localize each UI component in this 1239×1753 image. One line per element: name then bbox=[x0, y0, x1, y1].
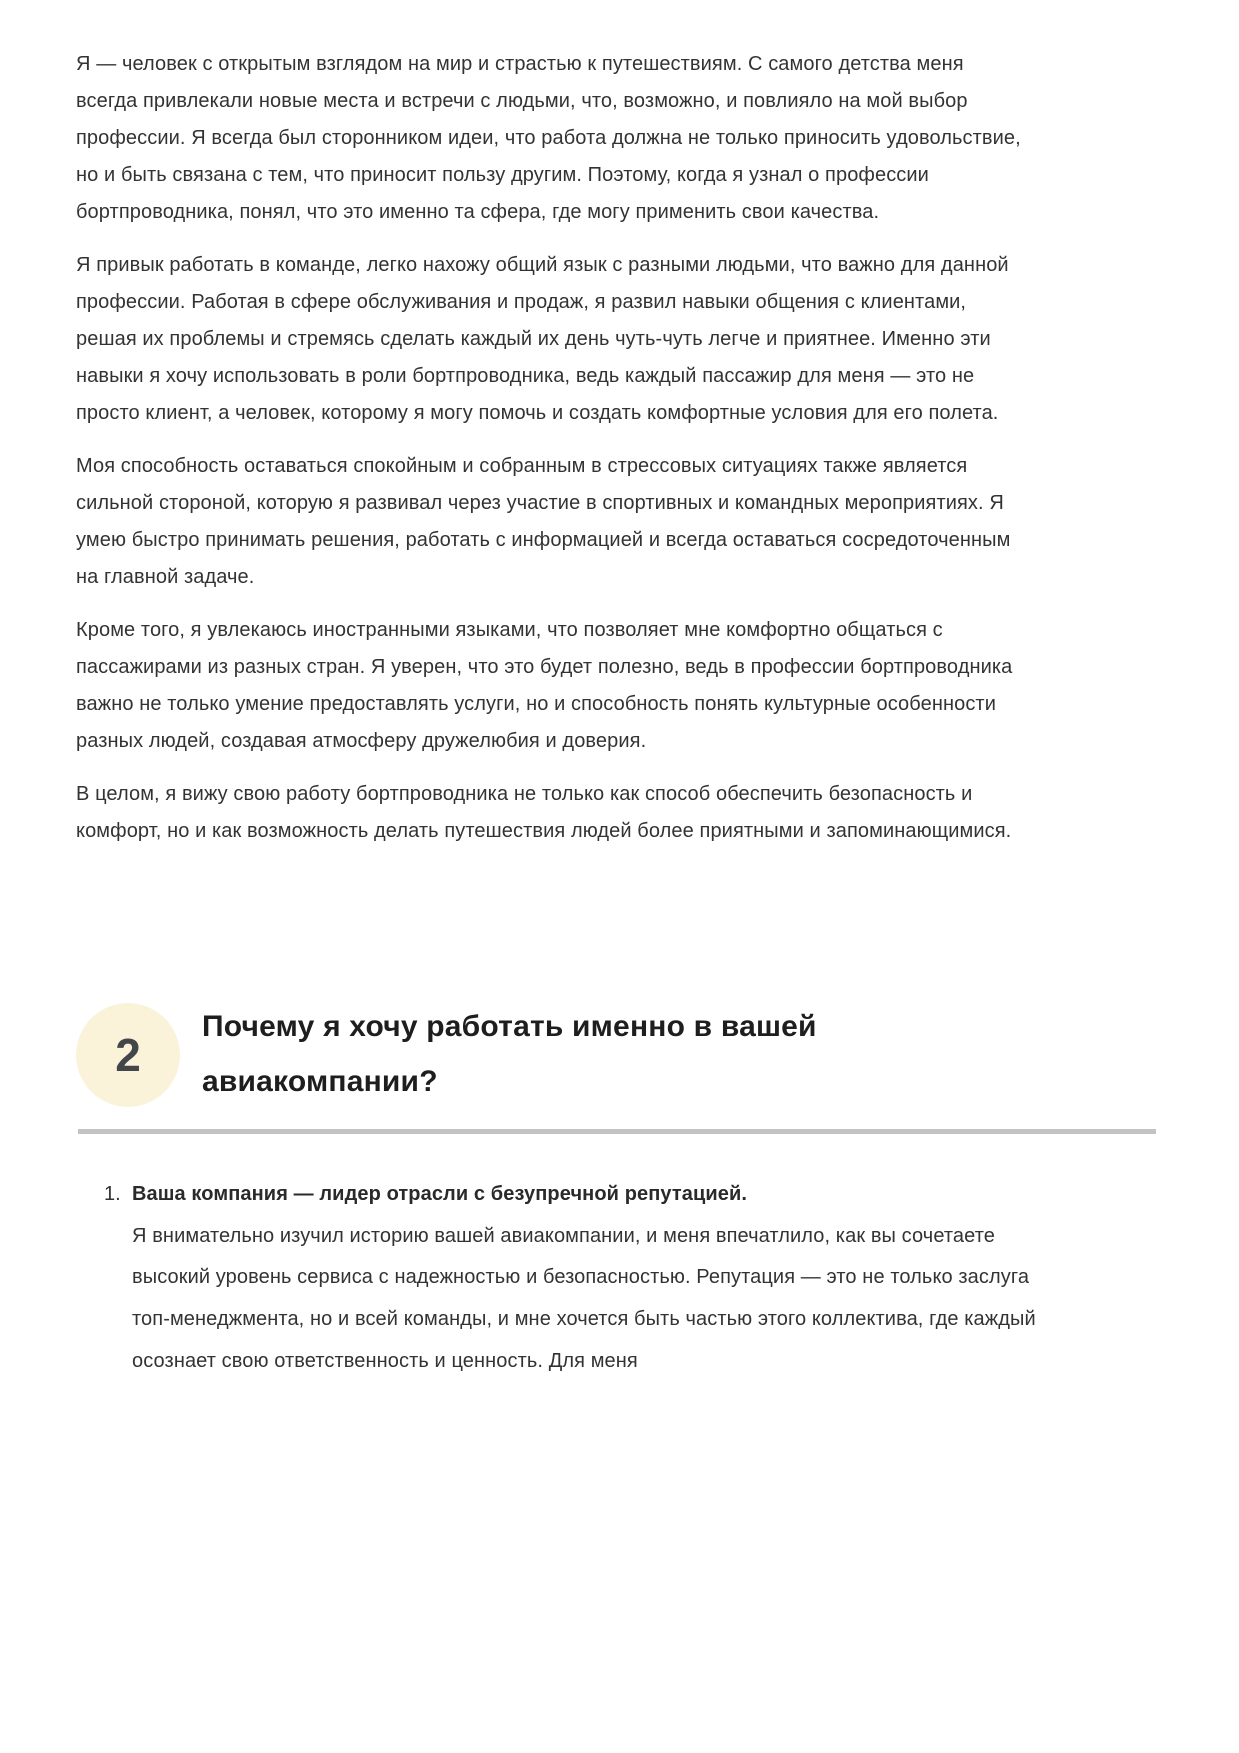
list-item-body: Я внимательно изучил историю вашей авиакомпании, и меня впечатлило, как вы сочетаете высокий уровень сервиса с надежностью и безопасностью. Репутация — это не только заслуга топ-менеджмента, но и всей команды, и мне хочется быть частью этого коллектива, где каждый осознает свою ответственность и ценность. Для меня bbox=[132, 1224, 1036, 1372]
section-header bbox=[76, 1000, 1089, 1109]
list-item-content bbox=[132, 1174, 1057, 1382]
paragraph: В целом, я вижу свою работу бортпроводника не только как способ обеспечить безопасность и комфорт, но и как возможность делать путешествия людей более приятными и запоминающимися. bbox=[76, 783, 1012, 842]
paragraph: Я привык работать в команде, легко нахожу общий язык с разными людьми, что важно для данной профессии. Работая в сфере обслуживания и продаж, я развил навыки общения с клиентами, решая их проблемы и стремясь сделать каждый их день чуть-чуть легче и приятнее. Именно эти навыки я хочу использовать в роли бортпроводника, ведь каждый пассажир для меня — это не просто клиент, а человек, которому я могу помочь и создать комфортные условия для его полета. bbox=[76, 254, 1009, 424]
list-item-title: Ваша компания — лидер отрасли с безупречной репутацией. bbox=[132, 1183, 748, 1206]
section-title: Почему я хочу работать именно в вашей авиакомпании? bbox=[202, 1010, 817, 1098]
paragraph: Кроме того, я увлекаюсь иностранными языками, что позволяет мне комфортно общаться с пассажирами из разных стран. Я уверен, что это будет полезно, ведь в профессии бортпроводника важно не только умение предоставлять услуги, но и способность понять культурные особенности разных людей, создавая атмосферу дружелюбия и доверия. bbox=[76, 619, 1013, 752]
section-divider bbox=[78, 1129, 1156, 1134]
section-number: 2 bbox=[115, 1028, 141, 1081]
paragraph: Я — человек с открытым взглядом на мир и страстью к путешествиям. С самого детства меня всегда привлекали новые места и встречи с людьми, что, возможно, и повлияло на мой выбор профессии. Я всегда был сторонником идеи, что работа должна не только приносить удовольствие, но и быть связана с тем, что приносит пользу другим. Поэтому, когда я узнал о профессии бортпроводника, понял, что это именно та сфера, где могу применить свои качества. bbox=[76, 53, 1021, 223]
list-item-marker: 1. bbox=[104, 1183, 121, 1206]
section-number-badge bbox=[76, 1003, 180, 1107]
paragraph: Моя способность оставаться спокойным и собранным в стрессовых ситуациях также является сильной стороной, которую я развивал через участие в спортивных и командных мероприятиях. Я умею быстро принимать решения, работать с информацией и всегда оставаться сосредоточенным на главной задаче. bbox=[76, 455, 1011, 588]
list-item bbox=[104, 1174, 1089, 1382]
intro-section bbox=[76, 46, 1089, 850]
numbered-list bbox=[76, 1174, 1089, 1382]
